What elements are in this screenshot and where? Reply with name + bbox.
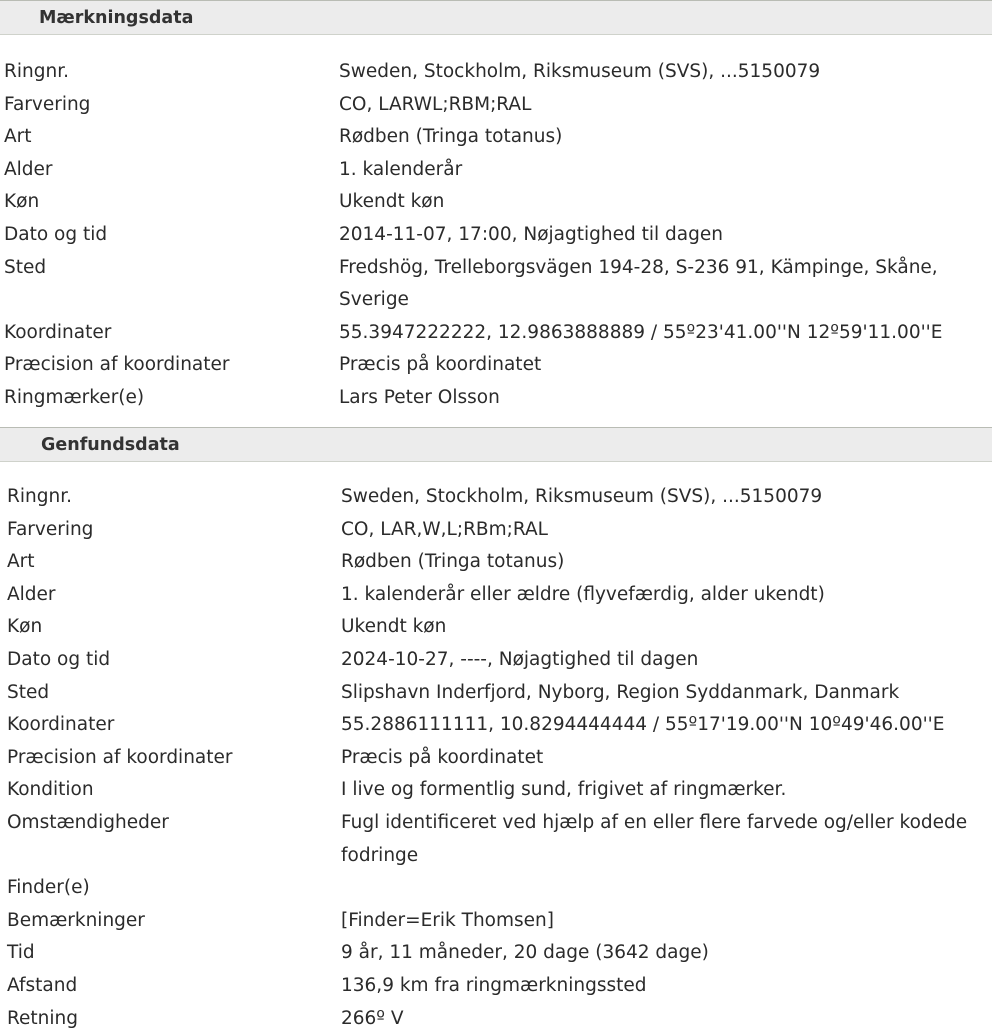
row-dato-og-tid: [0, 641, 992, 674]
row-sted: [0, 249, 992, 314]
row-koen: [0, 183, 992, 216]
field-value: Rødben (Tringa totanus): [339, 126, 563, 148]
section-title: Mærkningsdata: [39, 8, 194, 28]
row-retning: [0, 1000, 992, 1033]
field-label: Sted: [7, 681, 50, 703]
field-value: 9 år, 11 måneder, 20 dage (3642 dage): [341, 942, 709, 964]
field-label: Farvering: [4, 93, 91, 115]
field-value: 136,9 km fra ringmærkningssted: [341, 975, 647, 997]
field-value: Præcis på koordinatet: [339, 354, 542, 376]
field-label: Dato og tid: [4, 223, 108, 245]
field-value: Rødben (Tringa totanus): [341, 551, 565, 573]
row-koen: [0, 608, 992, 641]
field-label: Bemærkninger: [7, 909, 145, 931]
field-label: Tid: [7, 942, 35, 964]
field-value: 1. kalenderår: [339, 158, 463, 180]
field-label: Art: [7, 551, 35, 573]
field-value: I live og formentlig sund, frigivet af ringmærker.: [341, 779, 787, 801]
row-alder: [0, 576, 992, 609]
field-label: Alder: [4, 158, 53, 180]
row-ringnr: [0, 53, 992, 86]
field-value: Lars Peter Olsson: [339, 387, 500, 409]
field-label: Køn: [7, 616, 43, 638]
row-farvering: [0, 511, 992, 544]
row-alder: [0, 151, 992, 184]
field-label: Præcision af koordinater: [7, 746, 233, 768]
section-title: Genfundsdata: [41, 435, 180, 455]
row-ringmaerker: [0, 379, 992, 412]
row-farvering: [0, 86, 992, 119]
field-value: 2024-10-27, ----, Nøjagtighed til dagen: [341, 648, 699, 670]
field-value: Slipshavn Inderfjord, Nyborg, Region Syddanmark, Danmark: [341, 681, 900, 703]
field-value: 55.2886111111, 10.8294444444 / 55º17'19.00''N 10º49'46.00''E: [341, 714, 945, 736]
row-sted: [0, 674, 992, 707]
field-value: Sweden, Stockholm, Riksmuseum (SVS), ...5150079: [339, 61, 821, 82]
field-label: Koordinater: [7, 714, 115, 736]
field-label: Art: [4, 126, 32, 148]
field-label: Dato og tid: [7, 648, 111, 670]
field-value: 266º V: [341, 1007, 404, 1029]
row-kondition: [0, 771, 992, 804]
field-value: 55.3947222222, 12.9863888889 / 55º23'41.00''N 12º59'11.00''E: [339, 321, 943, 343]
row-koordinater: [0, 706, 992, 739]
row-ringnr: [0, 478, 992, 511]
row-dato-og-tid: [0, 216, 992, 249]
field-value: Præcis på koordinatet: [341, 746, 544, 768]
field-value: CO, LAR,W,L;RBm;RAL: [341, 518, 548, 540]
field-value: 1. kalenderår eller ældre (flyvefærdig, alder ukendt): [341, 583, 825, 605]
field-label: Alder: [7, 583, 56, 605]
field-label: Køn: [4, 191, 40, 213]
field-value: Fredshög, Trelleborgsvägen 194-28, S-236 91, Kämpinge, Skåne, Sverige: [339, 256, 938, 311]
row-omstaendigheder: [0, 804, 992, 869]
field-label: Retning: [7, 1007, 78, 1029]
field-value: Fugl identificeret ved hjælp af en eller flere farvede og/eller kodede fodringe: [341, 811, 968, 866]
row-afstand: [0, 967, 992, 1000]
field-label: Farvering: [7, 518, 94, 540]
field-label: Omstændigheder: [7, 811, 169, 833]
row-art: [0, 118, 992, 151]
field-label: Finder(e): [7, 877, 90, 899]
field-label: Ringnr.: [4, 61, 69, 82]
row-tid: [0, 934, 992, 967]
row-koordinater: [0, 314, 992, 347]
field-value: CO, LARWL;RBM;RAL: [339, 93, 532, 115]
field-value: Sweden, Stockholm, Riksmuseum (SVS), ...5150079: [341, 486, 823, 507]
genfundsdata-table: [0, 478, 992, 1032]
field-label: Afstand: [7, 975, 78, 997]
row-praecision: [0, 346, 992, 379]
row-finder: [0, 869, 992, 902]
field-value: [Finder=Erik Thomsen]: [341, 909, 554, 931]
maerkningsdata-table: [0, 53, 992, 412]
field-label: Koordinater: [4, 321, 112, 343]
field-label: Sted: [4, 256, 47, 278]
section-header-genfundsdata: [0, 427, 992, 462]
field-value: Ukendt køn: [341, 616, 447, 638]
row-praecision: [0, 739, 992, 772]
row-bemaerkninger: [0, 902, 992, 935]
section-header-maerkningsdata: [0, 0, 992, 35]
row-art: [0, 543, 992, 576]
field-label: Ringmærker(e): [4, 387, 145, 409]
field-label: Kondition: [7, 779, 94, 801]
field-value: 2014-11-07, 17:00, Nøjagtighed til dagen: [339, 223, 723, 245]
field-label: Ringnr.: [7, 486, 72, 507]
field-value: Ukendt køn: [339, 191, 445, 213]
field-label: Præcision af koordinater: [4, 354, 230, 376]
